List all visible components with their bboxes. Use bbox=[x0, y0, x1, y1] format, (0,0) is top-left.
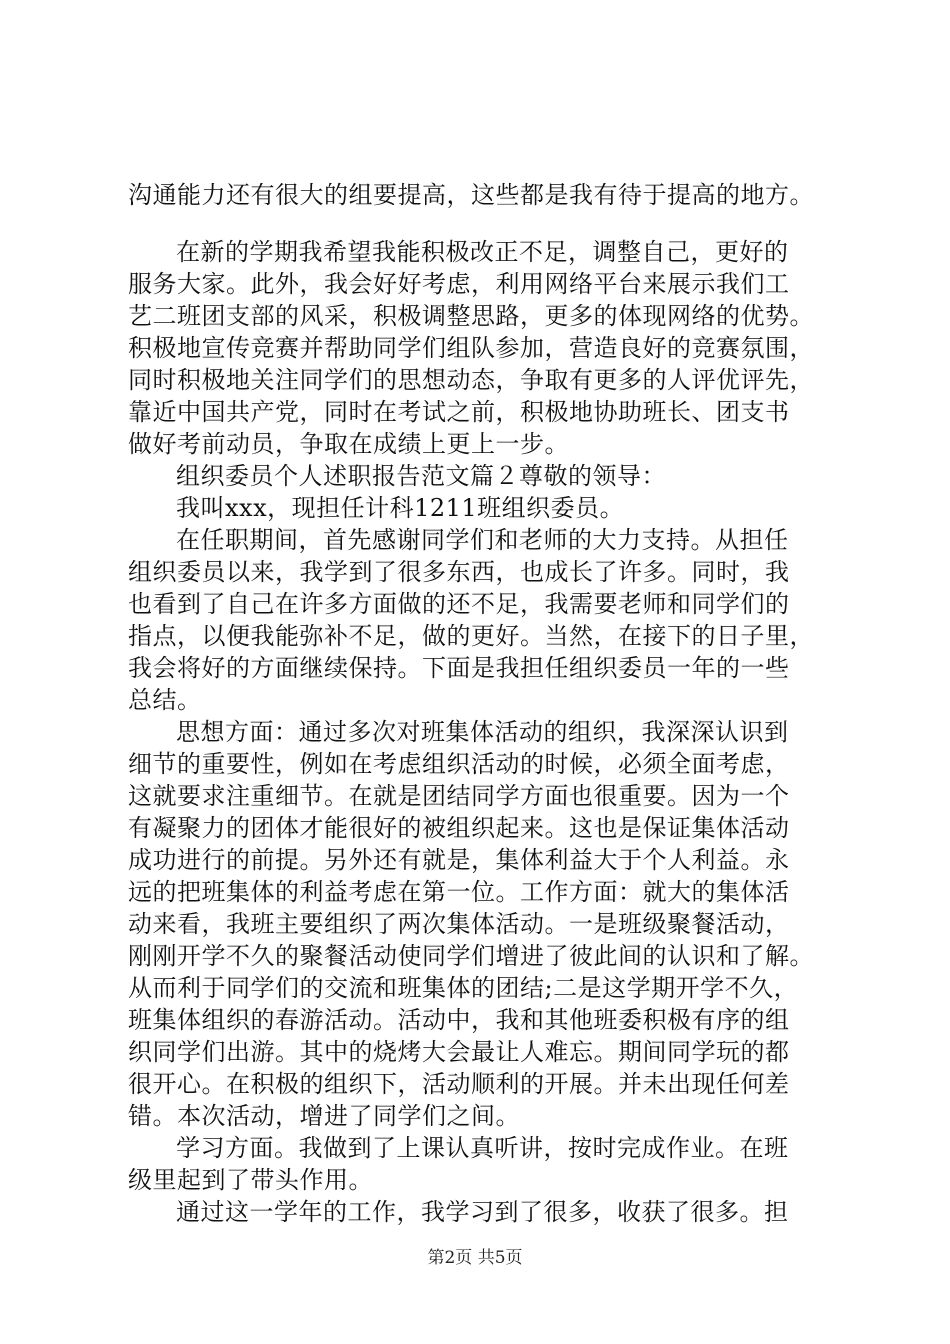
text-line: 在任职期间，首先感谢同学们和老师的大力支持。从担任 bbox=[176, 526, 789, 554]
text-line: 做好考前动员，争取在成绩上更上一步。 bbox=[128, 430, 569, 458]
text-line: 通过这一学年的工作，我学习到了很多，收获了很多。担 bbox=[176, 1198, 789, 1226]
text-line: 指点，以便我能弥补不足，做的更好。当然，在接下的日子里， bbox=[128, 622, 814, 650]
page-number-footer: 第2页 共5页 bbox=[427, 1248, 523, 1268]
text-line: 思想方面：通过多次对班集体活动的组织，我深深认识到 bbox=[176, 718, 789, 746]
text-line: 也看到了自己在许多方面做的还不足，我需要老师和同学们的 bbox=[128, 590, 790, 618]
text-line: 级里起到了带头作用。 bbox=[128, 1166, 373, 1194]
text-line: 总结。 bbox=[128, 686, 202, 714]
text-line: 刚刚开学不久的聚餐活动使同学们增进了彼此间的认识和了解。 bbox=[128, 942, 814, 970]
text-line: 细节的重要性，例如在考虑组织活动的时候，必须全面考虑， bbox=[128, 750, 790, 778]
text-line: 从而利于同学们的交流和班集体的团结;二是这学期开学不久， bbox=[128, 974, 799, 1002]
text-line: 织同学们出游。其中的烧烤大会最让人难忘。期间同学玩的都 bbox=[128, 1038, 790, 1066]
text-line: 错。本次活动，增进了同学们之间。 bbox=[128, 1102, 520, 1130]
text-line: 组织委员以来，我学到了很多东西，也成长了许多。同时，我 bbox=[128, 558, 790, 586]
text-line: 服务大家。此外，我会好好考虑，利用网络平台来展示我们工 bbox=[128, 270, 790, 298]
text-line: 动来看，我班主要组织了两次集体活动。一是班级聚餐活动， bbox=[128, 910, 790, 938]
text-line: 我叫xxx，现担任计科1211班组织委员。 bbox=[176, 494, 625, 522]
text-line: 这就要求注重细节。在就是团结同学方面也很重要。因为一个 bbox=[128, 782, 790, 810]
text-line: 同时积极地关注同学们的思想动态，争取有更多的人评优评先， bbox=[128, 366, 814, 394]
text-line: 班集体组织的春游活动。活动中，我和其他班委积极有序的组 bbox=[128, 1006, 790, 1034]
text-line: 有凝聚力的团体才能很好的被组织起来。这也是保证集体活动 bbox=[128, 814, 790, 842]
text-line: 我会将好的方面继续保持。下面是我担任组织委员一年的一些 bbox=[128, 654, 790, 682]
section-heading: 组织委员个人述职报告范文篇２尊敬的领导： bbox=[176, 462, 666, 490]
text-line: 沟通能力还有很大的组要提高，这些都是我有待于提高的地方。 bbox=[128, 181, 814, 209]
text-line: 积极地宣传竞赛并帮助同学们组队参加，营造良好的竞赛氛围， bbox=[128, 334, 814, 362]
text-line: 靠近中国共产党，同时在考试之前，积极地协助班长、团支书 bbox=[128, 398, 790, 426]
text-line: 很开心。在积极的组织下，活动顺利的开展。并未出现任何差 bbox=[128, 1070, 790, 1098]
text-line: 成功进行的前提。另外还有就是，集体利益大于个人利益。永 bbox=[128, 846, 790, 874]
text-line: 在新的学期我希望我能积极改正不足，调整自己，更好的 bbox=[176, 238, 789, 266]
text-line: 学习方面。我做到了上课认真听讲，按时完成作业。在班 bbox=[176, 1134, 789, 1162]
text-line: 艺二班团支部的风采，积极调整思路，更多的体现网络的优势。 bbox=[128, 302, 814, 330]
text-line: 远的把班集体的利益考虑在第一位。工作方面：就大的集体活 bbox=[128, 878, 790, 906]
